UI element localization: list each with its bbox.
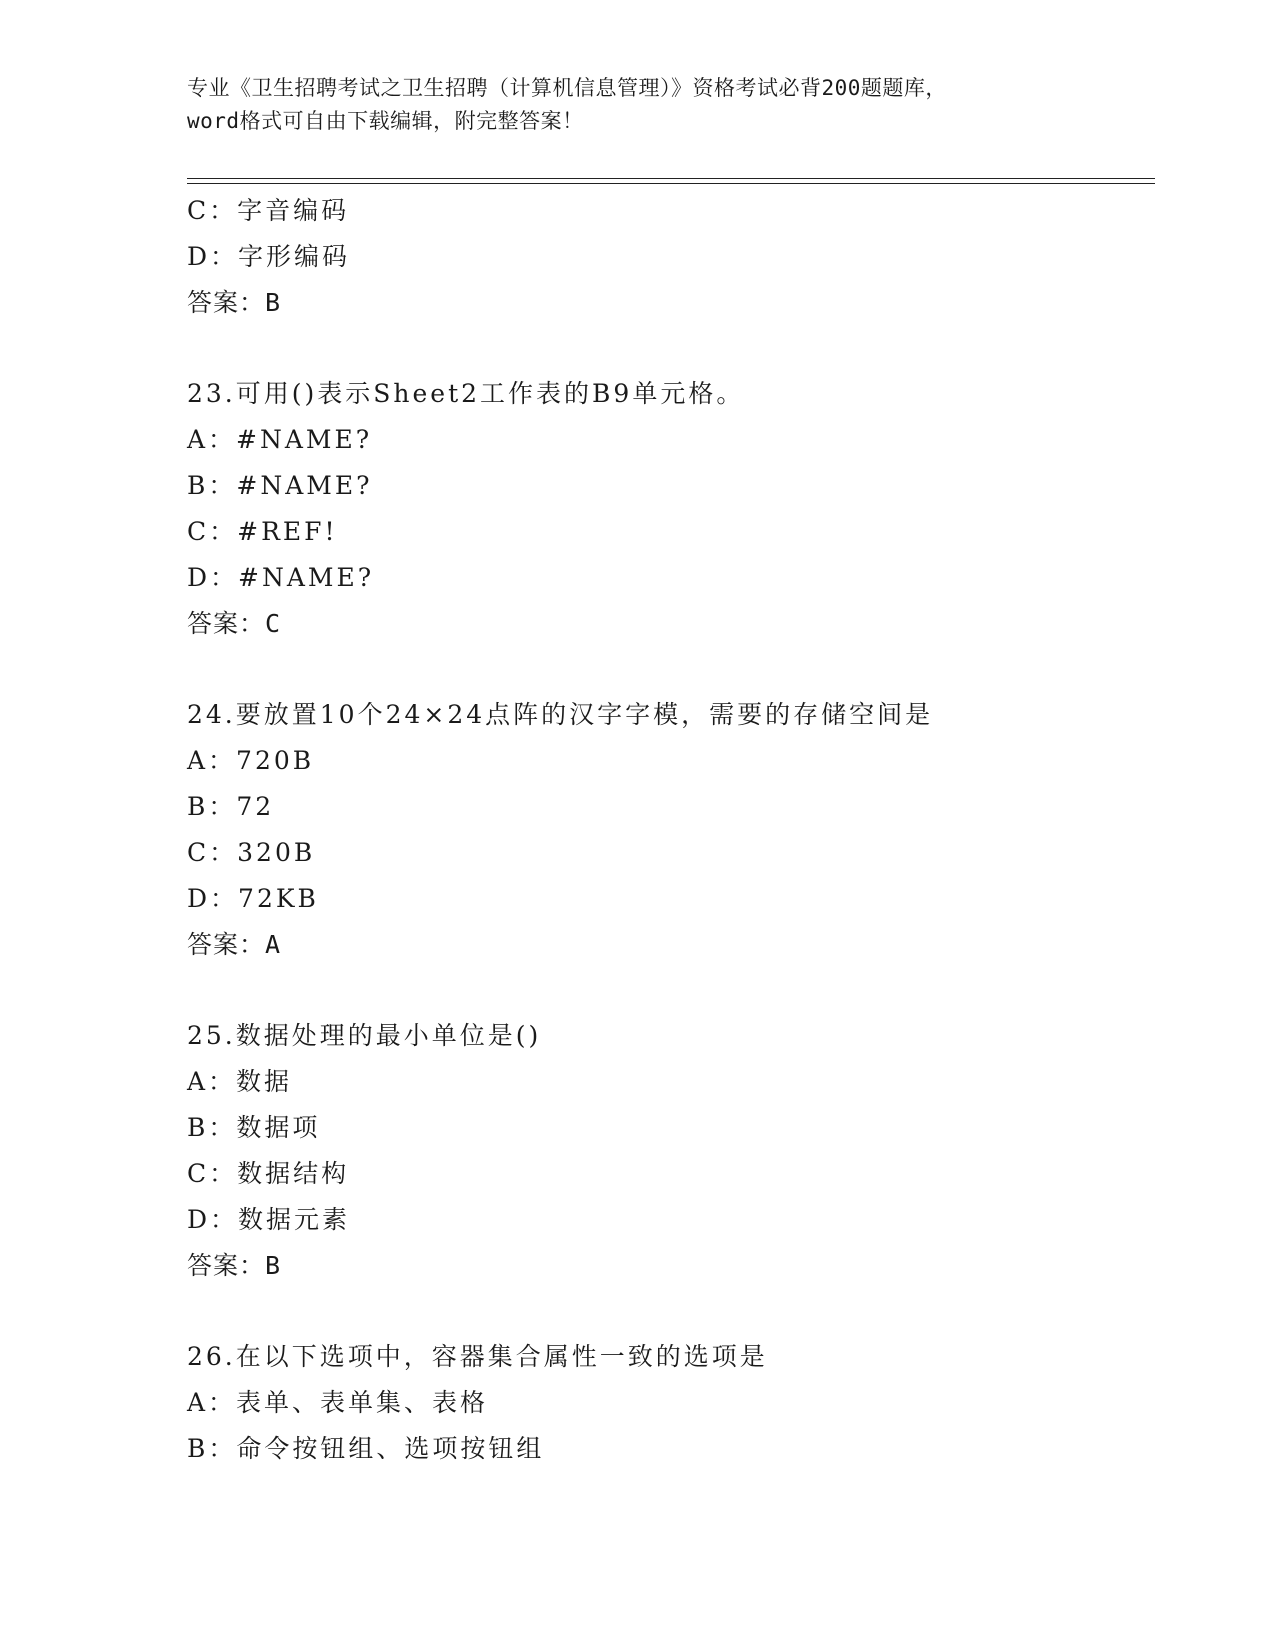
header-divider-top [187,178,1155,179]
option-d: D：#NAME? [187,563,375,592]
question-spacer [187,1289,1147,1334]
question-spacer [187,326,1147,371]
question-stem: 24.要放置10个24×24点阵的汉字字模，需要的存储空间是 [187,700,934,729]
option-b: B：命令按钮组、选项按钮组 [187,1434,545,1463]
question-22-continuation [187,188,1147,326]
option-c: C：#REF! [187,517,338,546]
option-b: B：#NAME? [187,471,373,500]
answer-line: 答案：C [187,609,282,638]
question-stem: 26.在以下选项中，容器集合属性一致的选项是 [187,1342,768,1371]
option-d: D：数据元素 [187,1205,351,1234]
question-23 [187,371,1147,647]
question-spacer [187,647,1147,692]
answer-line: 答案：A [187,930,282,959]
header-line-1: 专业《卫生招聘考试之卫生招聘（计算机信息管理）》资格考试必背200题题库， [187,76,947,100]
option-c: C：数据结构 [187,1159,350,1188]
answer-line: 答案：B [187,288,282,317]
header-divider-bottom [187,183,1155,184]
option-c: C：320B [187,838,316,867]
option-c: C：字音编码 [187,196,350,225]
option-d: D：字形编码 [187,242,351,271]
header-line-2: word格式可自由下载编辑，附完整答案！ [187,109,584,133]
question-25 [187,1013,1147,1289]
option-b: B：72 [187,792,275,821]
option-a: A：#NAME? [187,425,373,454]
option-a: A：表单、表单集、表格 [187,1388,489,1417]
question-stem: 25.数据处理的最小单位是() [187,1021,542,1050]
option-b: B：数据项 [187,1113,321,1142]
option-a: A：数据 [187,1067,293,1096]
option-a: A：720B [187,746,315,775]
question-list [187,188,1147,1472]
question-spacer [187,968,1147,1013]
question-26 [187,1334,1147,1472]
option-d: D：72KB [187,884,319,913]
question-stem: 23.可用()表示Sheet2工作表的B9单元格。 [187,379,745,408]
question-24 [187,692,1147,968]
answer-line: 答案：B [187,1251,282,1280]
document-header [187,72,1087,138]
